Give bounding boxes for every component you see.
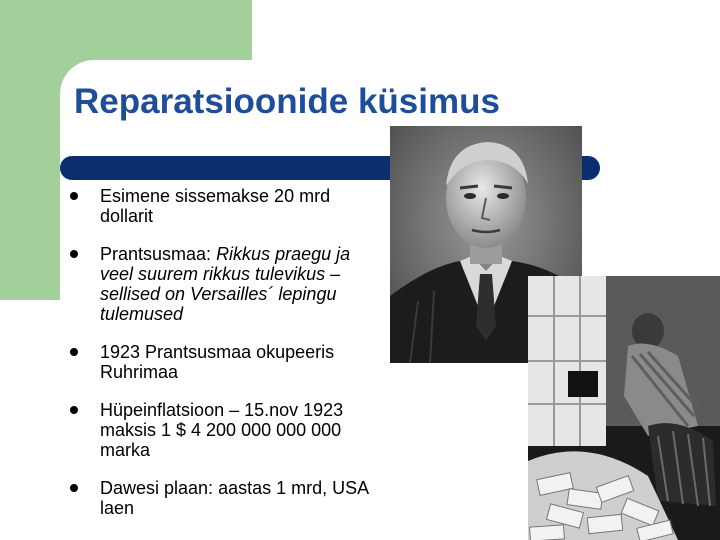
slide-title: Reparatsioonide küsimus: [74, 82, 500, 121]
bullet-item: [70, 186, 380, 226]
bullet-item: [70, 342, 380, 382]
bullet-text: Esimene sissemakse 20 mrd dollarit: [100, 186, 331, 226]
bullet-prefix: Prantsusmaa:: [100, 244, 217, 264]
bullet-item: [70, 244, 380, 324]
bullet-text: Dawesi plaan: aastas 1 mrd, USA laen: [100, 478, 369, 518]
bullet-text: 1923 Prantsusmaa okupeeris Ruhrimaa: [100, 342, 335, 382]
bullet-list: [70, 186, 380, 536]
bullet-item: [70, 400, 380, 460]
bullet-text: Hüpeinflatsioon – 15.nov 1923 maksis 1 $ 4 200 000 000 000 marka: [100, 400, 344, 460]
bullet-item: [70, 478, 380, 518]
bullet-italic-text: Rikkus praegu ja veel suurem rikkus tulevikus – sellised on Versailles´ lepingu tulemused: [100, 244, 351, 324]
banknotes-photo: [528, 276, 720, 540]
